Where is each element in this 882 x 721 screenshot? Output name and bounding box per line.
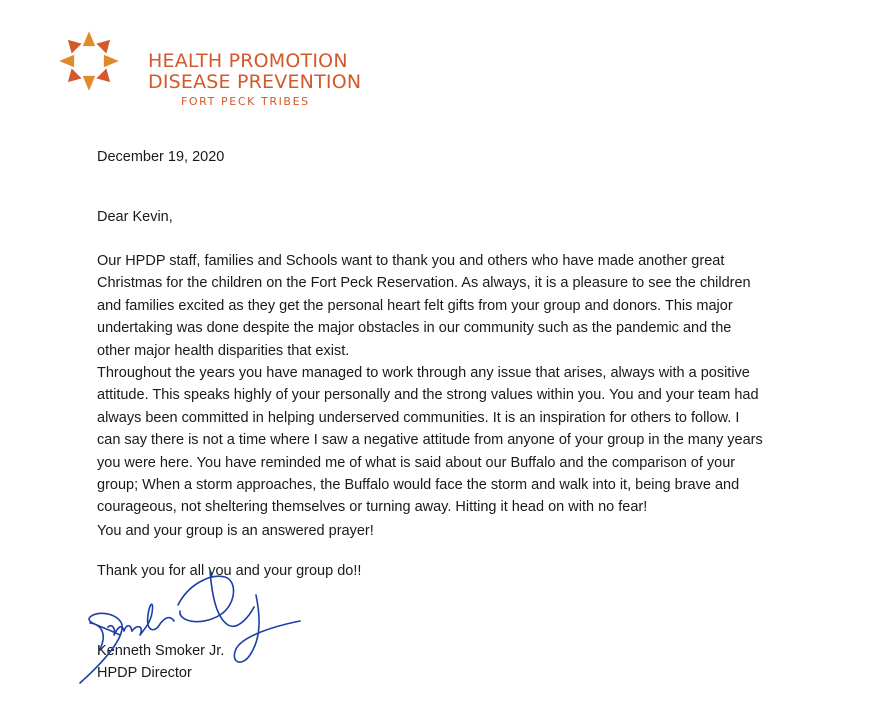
signer-title: HPDP Director	[97, 665, 192, 681]
logo-title-line1: HEALTH PROMOTION	[148, 50, 348, 72]
paragraph-line: group; When a storm approaches, the Buffalo would face the storm and walk into it, being brave and	[97, 476, 740, 493]
paragraph-line: can say there is not a time where I saw a negative attitude from anyone of your group in the many years	[97, 432, 763, 449]
signer-name: Kenneth Smoker Jr.	[97, 643, 225, 659]
paragraph-line: always been committed in helping underserved communities. It is an inspiration for others to follow. I	[97, 409, 740, 426]
paragraph-line: Our HPDP staff, families and Schools want to thank you and others who have made another great	[97, 253, 725, 269]
paragraph-line: you were here. You have reminded me of what is said about our Buffalo and the comparison of your	[97, 454, 736, 471]
letter-salutation: Dear Kevin,	[97, 209, 173, 225]
paragraph-line: courageous, not sheltering themselves or turning away. Hitting it head on with no fear!	[97, 499, 648, 516]
letter-date: December 19, 2020	[97, 149, 225, 165]
paragraph-line: Throughout the years you have managed to work through any issue that arises, always with a positive	[97, 364, 750, 381]
letter-answered-prayer-line: You and your group is an answered prayer!	[97, 523, 374, 539]
letter-closing: Thank you for all you and your group do!!	[97, 563, 362, 579]
logo-title-line2: DISEASE PREVENTION	[148, 71, 362, 93]
eight-point-star-icon	[58, 30, 120, 92]
hpdp-logo	[58, 30, 362, 110]
logo-subtitle: FORT PECK TRIBES	[181, 95, 310, 108]
paragraph-line: other major health disparities that exist.	[97, 342, 350, 359]
paragraph-line: Christmas for the children on the Fort Peck Reservation. As always, it is a pleasure to see the children	[97, 275, 751, 292]
paragraph-line: attitude. This speaks highly of your personally and the strong values within you. You and your team had	[97, 387, 759, 404]
handwritten-signature	[60, 565, 310, 695]
paragraph-line: undertaking was done despite the major obstacles in our community such as the pandemic and the	[97, 320, 732, 337]
letter-body-paragraph	[97, 250, 763, 519]
paragraph-line: and families excited as they get the personal heart felt gifts from your group and donors. This major	[97, 297, 733, 314]
